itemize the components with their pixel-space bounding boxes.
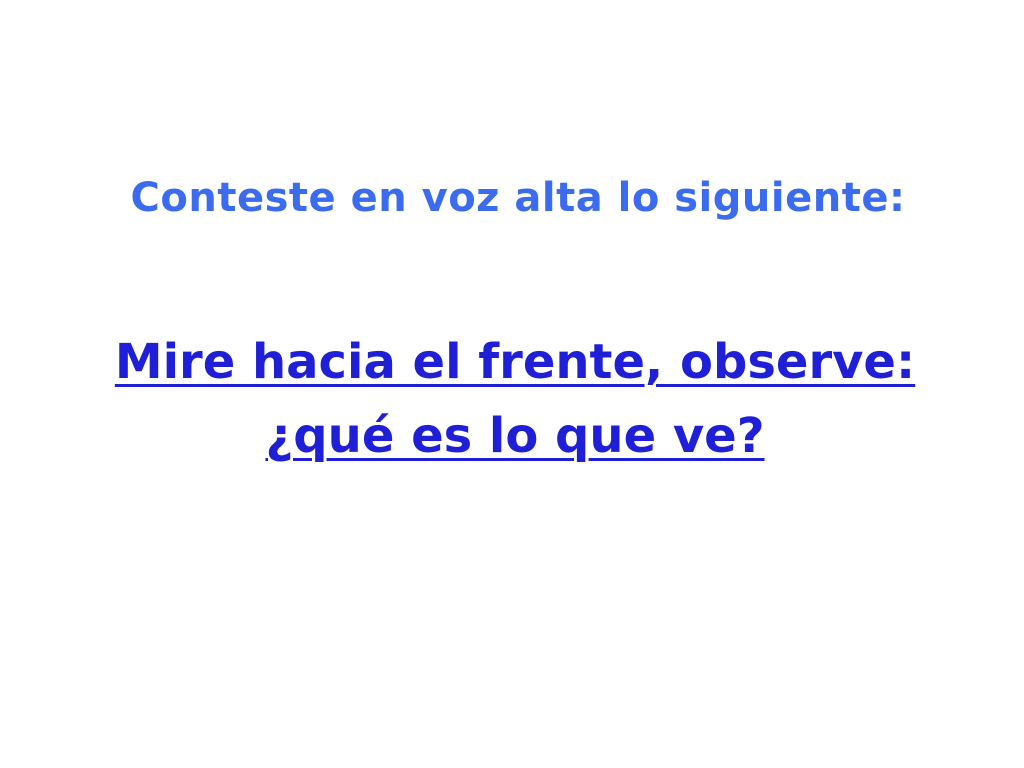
question-line-1: Mire hacia el frente, observe: (114, 334, 916, 390)
slide-question (0, 325, 1024, 473)
slide-subtitle: Conteste en voz alta lo siguiente: (130, 175, 906, 221)
question-line-2: ¿qué es lo que ve? (265, 408, 765, 464)
